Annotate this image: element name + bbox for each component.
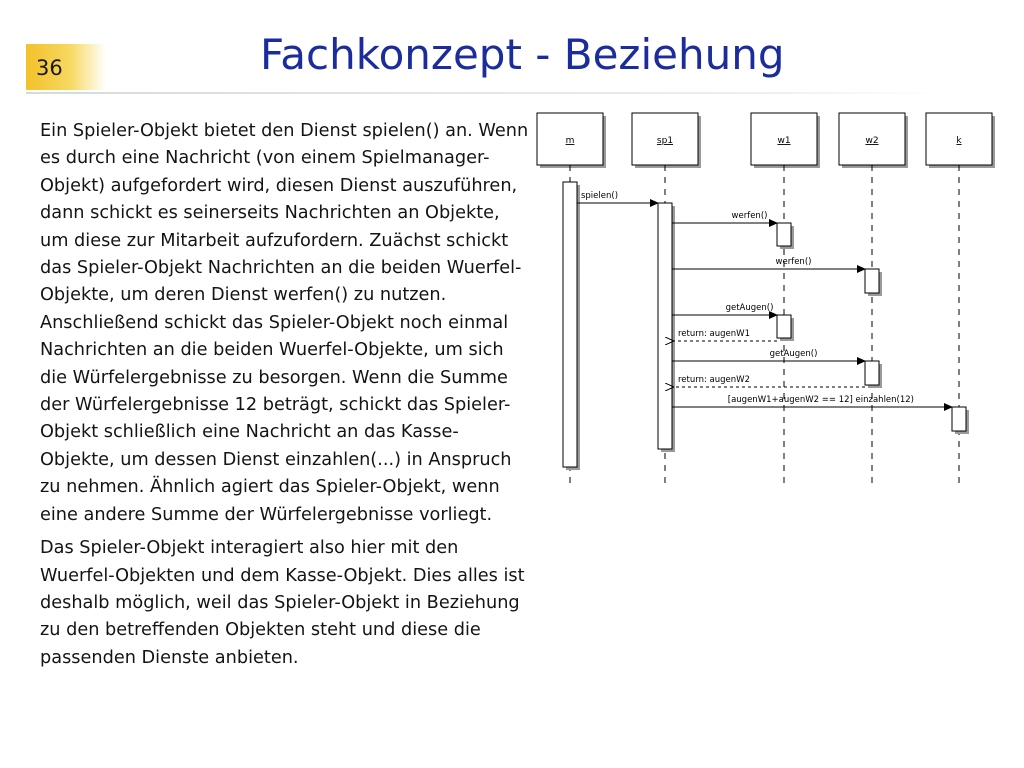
message-label: [augenW1+augenW2 == 12] einzahlen(12) xyxy=(727,395,914,405)
lifeline-label-k: k xyxy=(956,136,962,146)
activation-bar-sp1 xyxy=(658,203,672,449)
message-label: werfen() xyxy=(731,211,768,221)
slide-title: Fachkonzept - Beziehung xyxy=(260,30,785,79)
body-paragraph-2: Das Spieler-Objekt interagiert also hier mit den Wuerfel-Objekten und dem Kasse-Objekt. Dies alles ist deshalb möglich, weil das Spieler-Objekt in Beziehung zu den betreffenden Objekten steht und diese die passenden Dienste anbieten. xyxy=(40,538,525,668)
message-layer xyxy=(577,191,952,407)
message-label: spielen() xyxy=(580,191,619,201)
title-underline xyxy=(26,92,942,94)
lifeline-label-w2: w2 xyxy=(865,136,879,146)
message-label: werfen() xyxy=(775,257,812,267)
activation-bar-w1 xyxy=(777,223,791,246)
sequence-diagram xyxy=(530,105,1000,490)
activation-bar-k xyxy=(952,407,966,431)
activation-bar-w2 xyxy=(865,269,879,293)
activation-layer xyxy=(563,182,969,470)
body-paragraph-1: Ein Spieler-Objekt bietet den Dienst spielen() an. Wenn es durch eine Nachricht (von einem Spielmanager-Objekt) aufgefordert wird, diesen Dienst auszuführen, dann schickt es seinerseits Nachrichten an Objekte, um diese zur Mitarbeit aufzufordern. Zuächst schickt das Spieler-Objekt Nachrichten an die beiden Wuerfel-Objekte, um deren Dienst werfen() zu nutzen. Anschließend schickt das Spieler-Objekt noch einmal Nachrichten an die beiden Wuerfel-Objekte, um sich die Würfelergebnisse zu besorgen. Wenn die Summe der Würfelergebnisse 12 beträgt, schickt das Spieler-Objekt schließlich eine Nachricht an das Kasse-Objekte, um dessen Dienst einzahlen(...) in Anspruch zu nehmen. Ähnlich agiert das Spieler-Objekt, wenn eine andere Summe der Würfelergebnisse vorliegt. xyxy=(40,121,529,525)
message-label: getAugen() xyxy=(725,303,774,313)
lifeline-layer xyxy=(537,113,995,485)
lifeline-label-w1: w1 xyxy=(777,136,791,146)
slide-number-badge xyxy=(26,44,106,90)
activation-bar-w1 xyxy=(777,315,791,338)
message-label: getAugen() xyxy=(769,349,818,359)
slide-number: 36 xyxy=(36,56,63,80)
activation-bar-m xyxy=(563,182,577,467)
message-label: return: augenW1 xyxy=(678,329,750,339)
message-label: return: augenW2 xyxy=(678,375,750,385)
activation-bar-w2 xyxy=(865,361,879,385)
lifeline-label-sp1: sp1 xyxy=(656,136,674,146)
body-text xyxy=(40,118,530,672)
lifeline-label-m: m xyxy=(565,136,575,146)
